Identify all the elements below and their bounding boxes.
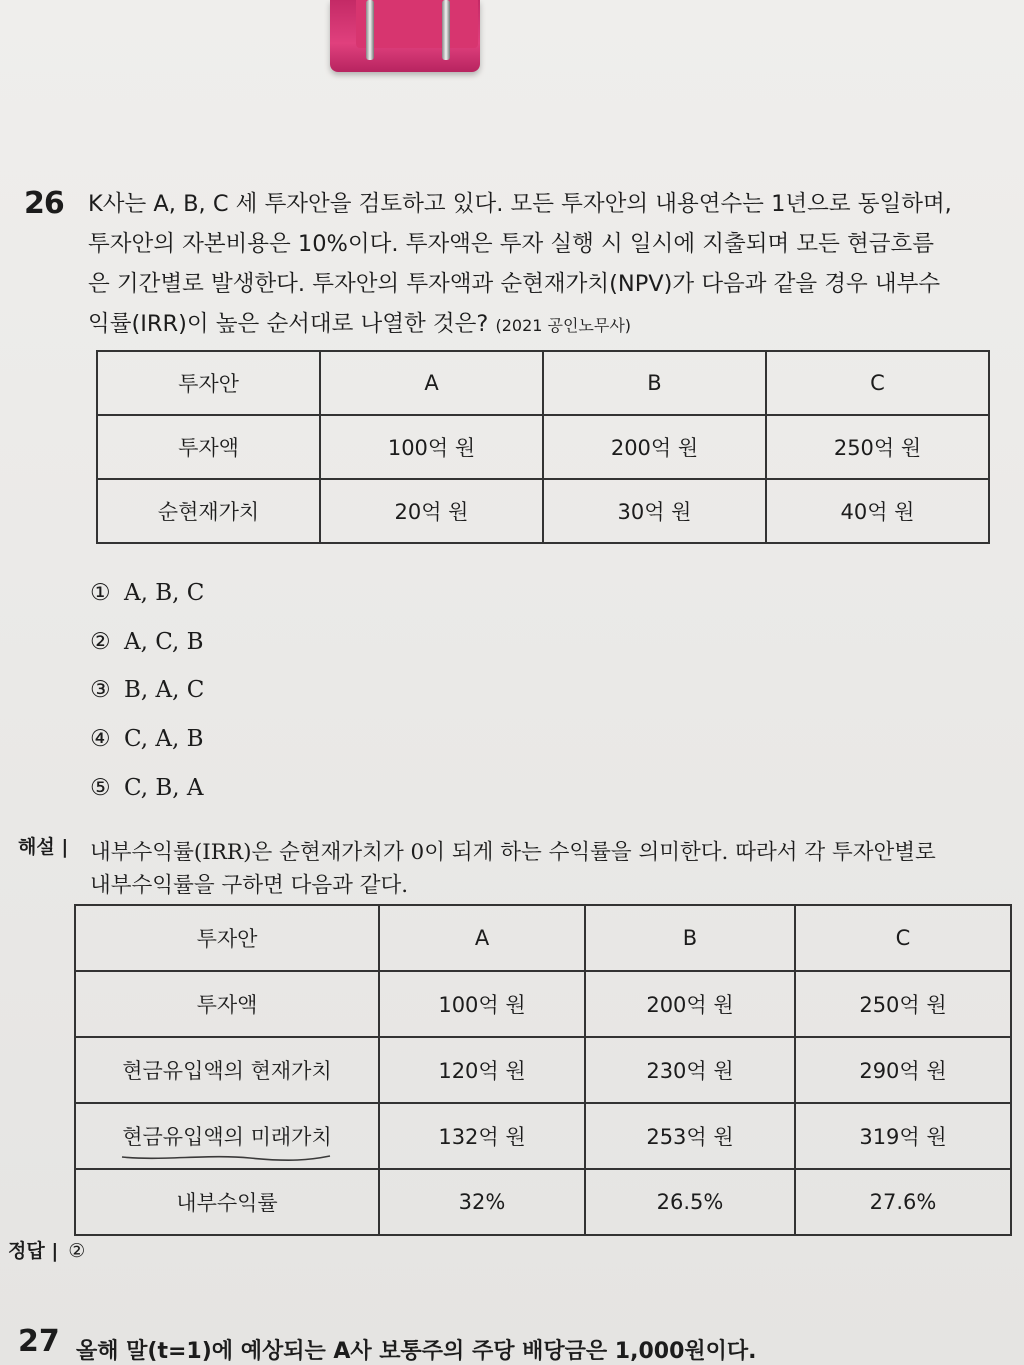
table-cell: 27.6% [795, 1169, 1011, 1235]
table-row-label: 순현재가치 [97, 479, 320, 543]
table-cell: 200억 원 [585, 971, 795, 1037]
table-header-cell: A [320, 351, 543, 415]
table-cell: 253억 원 [585, 1103, 795, 1169]
choice-number: ⑤ [90, 774, 111, 801]
question-line-last [88, 304, 998, 346]
answer-choices [90, 572, 204, 815]
explanation-label: 해설 | [18, 836, 69, 858]
table-row-label: 현금유입액의 미래가치 [75, 1103, 379, 1169]
binder-clip [318, 0, 486, 76]
choice-item [90, 621, 204, 670]
table-header-cell: B [585, 905, 795, 971]
table-cell: 26.5% [585, 1169, 795, 1235]
table-header-cell: C [795, 905, 1011, 971]
choice-text: A, C, B [124, 628, 204, 655]
irr-table [74, 904, 1012, 1236]
choice-text: C, B, A [124, 774, 204, 801]
table-row [75, 971, 1011, 1037]
choice-number: ④ [90, 726, 111, 753]
table-header-cell: C [766, 351, 989, 415]
table-cell: 230억 원 [585, 1037, 795, 1103]
question-line: 투자안의 자본비용은 10%이다. 투자액은 투자 실행 시 일시에 지출되며 모든 현금흐름 [88, 231, 934, 257]
question-line: 은 기간별로 발생한다. 투자안의 투자액과 순현재가치(NPV)가 다음과 같을 경우 내부수 [88, 271, 941, 297]
choice-number: ③ [90, 677, 111, 704]
choice-number: ① [90, 580, 111, 606]
table-row [97, 479, 989, 543]
table-row-label: 투자액 [75, 971, 379, 1037]
next-question-text: 올해 말(t=1)에 예상되는 A사 보통주의 주당 배당금은 1,000원이다. [76, 1339, 757, 1364]
table-cell: 40억 원 [766, 479, 989, 543]
choice-item [90, 767, 204, 816]
npv-table [96, 350, 990, 544]
table-cell: 30억 원 [543, 479, 766, 543]
answer-label: 정답 | [8, 1240, 59, 1262]
table-row-label: 내부수익률 [75, 1169, 379, 1235]
question-source: (2021 공인노무사) [495, 316, 632, 335]
choice-text: C, A, B [124, 726, 204, 753]
table-header-cell: A [379, 905, 585, 971]
table-header-row [75, 905, 1011, 971]
table-row-label: 현금유입액의 현재가치 [75, 1037, 379, 1103]
table-cell: 250억 원 [766, 415, 989, 479]
table-header-row [97, 351, 989, 415]
binder-clip-wire-right [442, 0, 450, 60]
table-cell: 319억 원 [795, 1103, 1011, 1169]
table-cell: 100억 원 [379, 971, 585, 1037]
answer-line [8, 1236, 85, 1263]
table-row-label: 투자액 [97, 415, 320, 479]
table-cell: 200억 원 [543, 415, 766, 479]
choice-text: B, A, C [124, 677, 205, 704]
choice-item [90, 718, 204, 767]
table-header-cell: 투자안 [97, 351, 320, 415]
choice-item [90, 572, 204, 621]
answer-value: ② [68, 1240, 86, 1262]
handwritten-underline [120, 1152, 332, 1162]
table-row [75, 1169, 1011, 1235]
table-header-cell: 투자안 [75, 905, 379, 971]
table-row [75, 1037, 1011, 1103]
question-line: K사는 A, B, C 세 투자안을 검토하고 있다. 모든 투자안의 내용연수는 1년으로 동일하며, [88, 191, 952, 217]
binder-clip-body [330, 0, 480, 72]
explanation-line: 내부수익률(IRR)은 순현재가치가 0이 되게 하는 수익률을 의미한다. 따라서 각 투자안별로 [90, 840, 936, 865]
table-cell: 290억 원 [795, 1037, 1011, 1103]
table-cell: 120억 원 [379, 1037, 585, 1103]
next-question-number: 27 [18, 1324, 60, 1359]
table-cell: 100억 원 [320, 415, 543, 479]
table-cell: 20억 원 [320, 479, 543, 543]
choice-item [90, 669, 204, 718]
table-row [97, 415, 989, 479]
explanation-line: 내부수익률을 구하면 다음과 같다. [90, 873, 409, 898]
explanation-text [90, 836, 1020, 902]
binder-clip-wire-left [366, 0, 374, 60]
question-number: 26 [24, 186, 64, 221]
choice-text: A, B, C [124, 580, 205, 606]
table-header-cell: B [543, 351, 766, 415]
choice-number: ② [90, 628, 111, 655]
question-line: 익률(IRR)이 높은 순서대로 나열한 것은? [88, 311, 489, 337]
table-cell: 132억 원 [379, 1103, 585, 1169]
table-cell: 250억 원 [795, 971, 1011, 1037]
table-cell: 32% [379, 1169, 585, 1235]
question-text [88, 184, 998, 346]
